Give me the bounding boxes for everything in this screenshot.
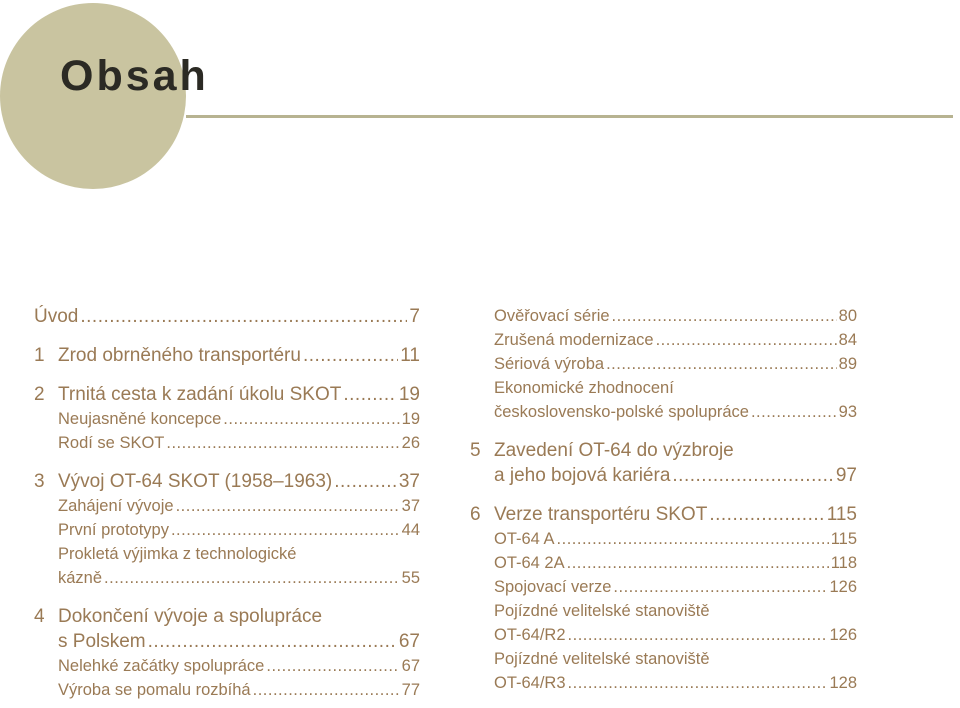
- entry-page: 37: [398, 471, 420, 492]
- entry-label: kázně: [58, 569, 103, 587]
- dot-leader: [656, 328, 837, 352]
- entry-label-line1: Pojízdné velitelské stanoviště: [494, 602, 710, 620]
- entry-label-line1: Zavedení OT-64 do výzbroje: [494, 440, 734, 461]
- dot-leader: [613, 575, 827, 599]
- entry-page: 37: [401, 497, 420, 515]
- dot-leader: [253, 678, 400, 702]
- entry-label: První prototypy: [58, 521, 169, 539]
- toc-section[interactable]: [34, 678, 420, 702]
- chapter-number: 6: [470, 504, 481, 525]
- entry-page: 55: [401, 569, 420, 587]
- toc-chapter-2[interactable]: [34, 382, 420, 407]
- entry-label-line1: Dokončení vývoje a spolupráce: [58, 606, 323, 627]
- dot-leader: [672, 463, 833, 488]
- entry-label: Sériová výroba: [494, 355, 605, 373]
- chapter-number: 5: [470, 440, 481, 461]
- entry-label: Zrušená modernizace: [494, 331, 654, 349]
- entry-page: 115: [830, 530, 857, 548]
- dot-leader: [612, 304, 837, 328]
- entry-page: 118: [830, 554, 857, 572]
- entry-page: 93: [838, 403, 857, 421]
- entry-label: Výroba se pomalu rozbíhá: [58, 681, 251, 699]
- entry-label: OT-64 A: [494, 530, 555, 548]
- entry-label: OT-64/R3: [494, 674, 566, 692]
- dot-leader: [303, 343, 398, 368]
- toc-section[interactable]: [34, 518, 420, 542]
- entry-label: s Polskem: [58, 631, 146, 652]
- toc-section[interactable]: [470, 551, 857, 575]
- entry-label: Úvod: [34, 306, 79, 327]
- entry-page: 67: [401, 657, 420, 675]
- toc-section[interactable]: [470, 352, 857, 376]
- entry-page: 128: [829, 674, 857, 692]
- entry-label: Zahájení vývoje: [58, 497, 174, 515]
- dot-leader: [751, 400, 837, 424]
- title-rule: [186, 115, 953, 118]
- toc-chapter-1[interactable]: [34, 343, 420, 368]
- toc-section[interactable]: [470, 304, 857, 328]
- entry-page: 44: [401, 521, 420, 539]
- dot-leader: [343, 382, 396, 407]
- entry-page: 26: [401, 434, 420, 452]
- dot-leader: [171, 518, 400, 542]
- entry-page: 19: [401, 410, 420, 428]
- toc-section[interactable]: [470, 647, 857, 695]
- entry-label: Trnitá cesta k zadání úkolu SKOT: [58, 384, 342, 405]
- toc-section[interactable]: [34, 494, 420, 518]
- toc-column-left: [34, 304, 420, 702]
- entry-page: 67: [398, 631, 420, 652]
- toc-chapter-5[interactable]: [470, 438, 857, 488]
- toc-section[interactable]: [34, 407, 420, 431]
- entry-page: 89: [838, 355, 857, 373]
- entry-label: Vývoj OT-64 SKOT (1958–1963): [58, 471, 333, 492]
- toc-section[interactable]: [470, 599, 857, 647]
- entry-label: Nelehké začátky spolupráce: [58, 657, 265, 675]
- entry-page: 115: [826, 504, 857, 525]
- entry-label-line1: Prokletá výjimka z technologické: [58, 545, 297, 563]
- dot-leader: [148, 629, 397, 654]
- entry-label: Verze transportéru SKOT: [494, 504, 708, 525]
- entry-page: 77: [401, 681, 420, 699]
- entry-label: Zrod obrněného transportéru: [58, 345, 301, 366]
- toc-section[interactable]: [34, 542, 420, 590]
- entry-page: 7: [409, 306, 420, 327]
- toc-section[interactable]: [470, 527, 857, 551]
- toc-section[interactable]: [470, 376, 857, 424]
- toc-column-right: [470, 304, 857, 695]
- chapter-number: 1: [34, 345, 45, 366]
- entry-page: 84: [838, 331, 857, 349]
- dot-leader: [567, 551, 829, 575]
- entry-label: Ověřovací série: [494, 307, 610, 325]
- entry-label-line1: Ekonomické zhodnocení: [494, 379, 674, 397]
- toc-chapter-6[interactable]: [470, 502, 857, 527]
- entry-page: 97: [835, 465, 857, 486]
- chapter-number: 2: [34, 384, 45, 405]
- toc-section[interactable]: [470, 575, 857, 599]
- entry-page: 19: [398, 384, 420, 405]
- dot-leader: [568, 671, 828, 695]
- dot-leader: [568, 623, 828, 647]
- entry-label: Neujasněné koncepce: [58, 410, 222, 428]
- dot-leader: [80, 304, 407, 329]
- dot-leader: [166, 431, 399, 455]
- dot-leader: [104, 566, 400, 590]
- dot-leader: [606, 352, 837, 376]
- toc-chapter-3[interactable]: [34, 469, 420, 494]
- entry-label: československo-polské spolupráce: [494, 403, 749, 421]
- dot-leader: [266, 654, 399, 678]
- toc-section[interactable]: [470, 328, 857, 352]
- toc-section[interactable]: [34, 654, 420, 678]
- entry-label: OT-64/R2: [494, 626, 566, 644]
- entry-page: 126: [829, 626, 857, 644]
- dot-leader: [709, 502, 824, 527]
- entry-page: 126: [829, 578, 857, 596]
- entry-label: OT-64 2A: [494, 554, 565, 572]
- toc-section[interactable]: [34, 431, 420, 455]
- dot-leader: [334, 469, 397, 494]
- chapter-number: 3: [34, 471, 45, 492]
- dot-leader: [223, 407, 399, 431]
- page-title: Obsah: [60, 52, 209, 100]
- chapter-number: 4: [34, 606, 45, 627]
- toc-chapter-4[interactable]: [34, 604, 420, 654]
- entry-label: Spojovací verze: [494, 578, 612, 596]
- toc-entry-uvod[interactable]: [34, 304, 420, 329]
- entry-page: 80: [838, 307, 857, 325]
- entry-label: a jeho bojová kariéra: [494, 465, 671, 486]
- entry-label: Rodí se SKOT: [58, 434, 165, 452]
- entry-page: 11: [400, 345, 420, 366]
- entry-label-line1: Pojízdné velitelské stanoviště: [494, 650, 710, 668]
- dot-leader: [557, 527, 829, 551]
- dot-leader: [176, 494, 400, 518]
